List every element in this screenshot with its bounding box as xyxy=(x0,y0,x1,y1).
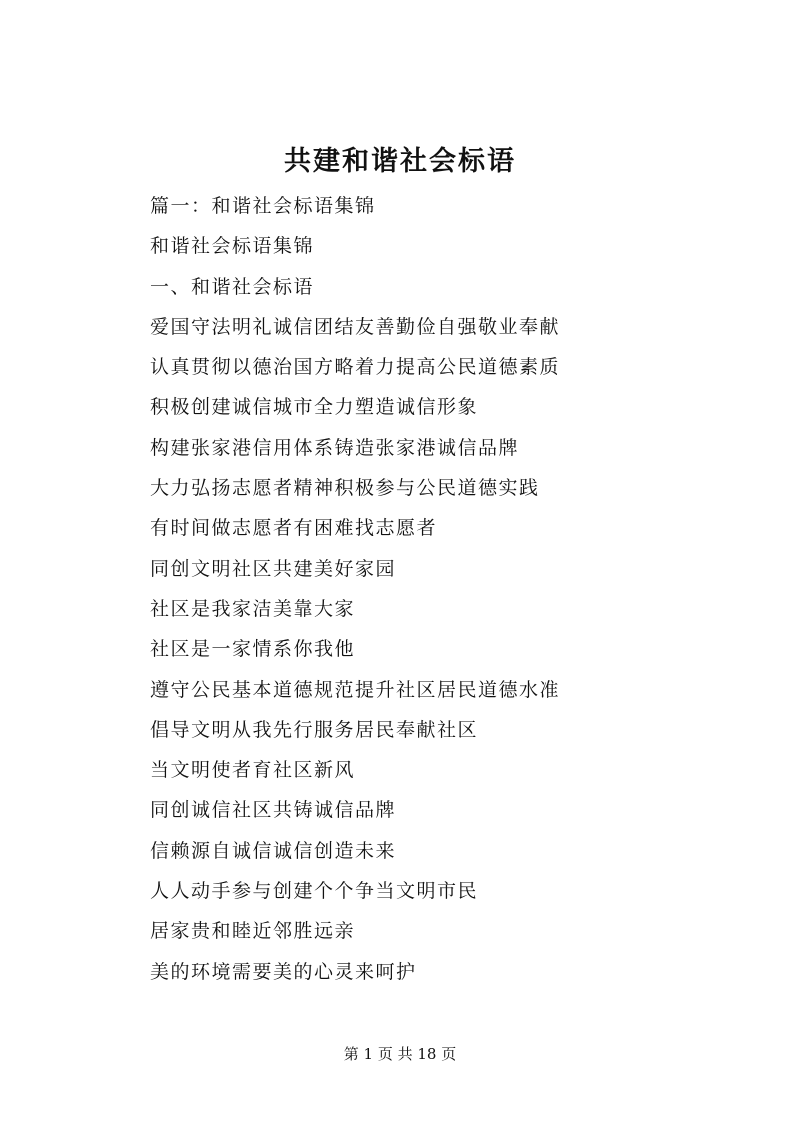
page-number-footer: 第 1 页 共 18 页 xyxy=(343,1045,457,1063)
section-heading-line: 一、和谐社会标语 xyxy=(150,275,315,298)
slogan-line: 当文明使者育社区新风 xyxy=(150,759,356,782)
slogan-line: 积极创建诚信城市全力塑造诚信形象 xyxy=(150,396,479,419)
heading-line: 篇一：和谐社会标语集锦 xyxy=(150,195,376,217)
slogan-line: 构建张家港信用体系铸造张家港诚信品牌 xyxy=(150,436,520,459)
slogan-line: 美的环境需要美的心灵来呵护 xyxy=(150,960,417,983)
slogan-line: 有时间做志愿者有困难找志愿者 xyxy=(150,517,438,540)
slogan-line: 认真贯彻以德治国方略着力提高公民道德素质 xyxy=(150,356,561,379)
slogan-line: 社区是一家情系你我他 xyxy=(150,638,356,661)
slogan-line: 爱国守法明礼诚信团结友善勤俭自强敬业奉献 xyxy=(150,315,561,338)
subheading-line: 和谐社会标语集锦 xyxy=(150,235,315,258)
slogan-line: 同创文明社区共建美好家园 xyxy=(150,557,397,580)
slogan-line: 大力弘扬志愿者精神积极参与公民道德实践 xyxy=(150,477,540,500)
slogan-line: 同创诚信社区共铸诚信品牌 xyxy=(150,799,397,822)
slogan-list xyxy=(150,186,770,992)
document-title: 共建和谐社会标语 xyxy=(284,146,516,177)
slogan-line: 信赖源自诚信诚信创造未来 xyxy=(150,839,397,862)
slogan-line: 人人动手参与创建个个争当文明市民 xyxy=(150,880,479,903)
slogan-line: 遵守公民基本道德规范提升社区居民道德水准 xyxy=(150,678,561,701)
slogan-line: 居家贵和睦近邻胜远亲 xyxy=(150,920,356,943)
slogan-line: 社区是我家洁美靠大家 xyxy=(150,597,356,620)
slogan-line: 倡导文明从我先行服务居民奉献社区 xyxy=(150,718,479,741)
